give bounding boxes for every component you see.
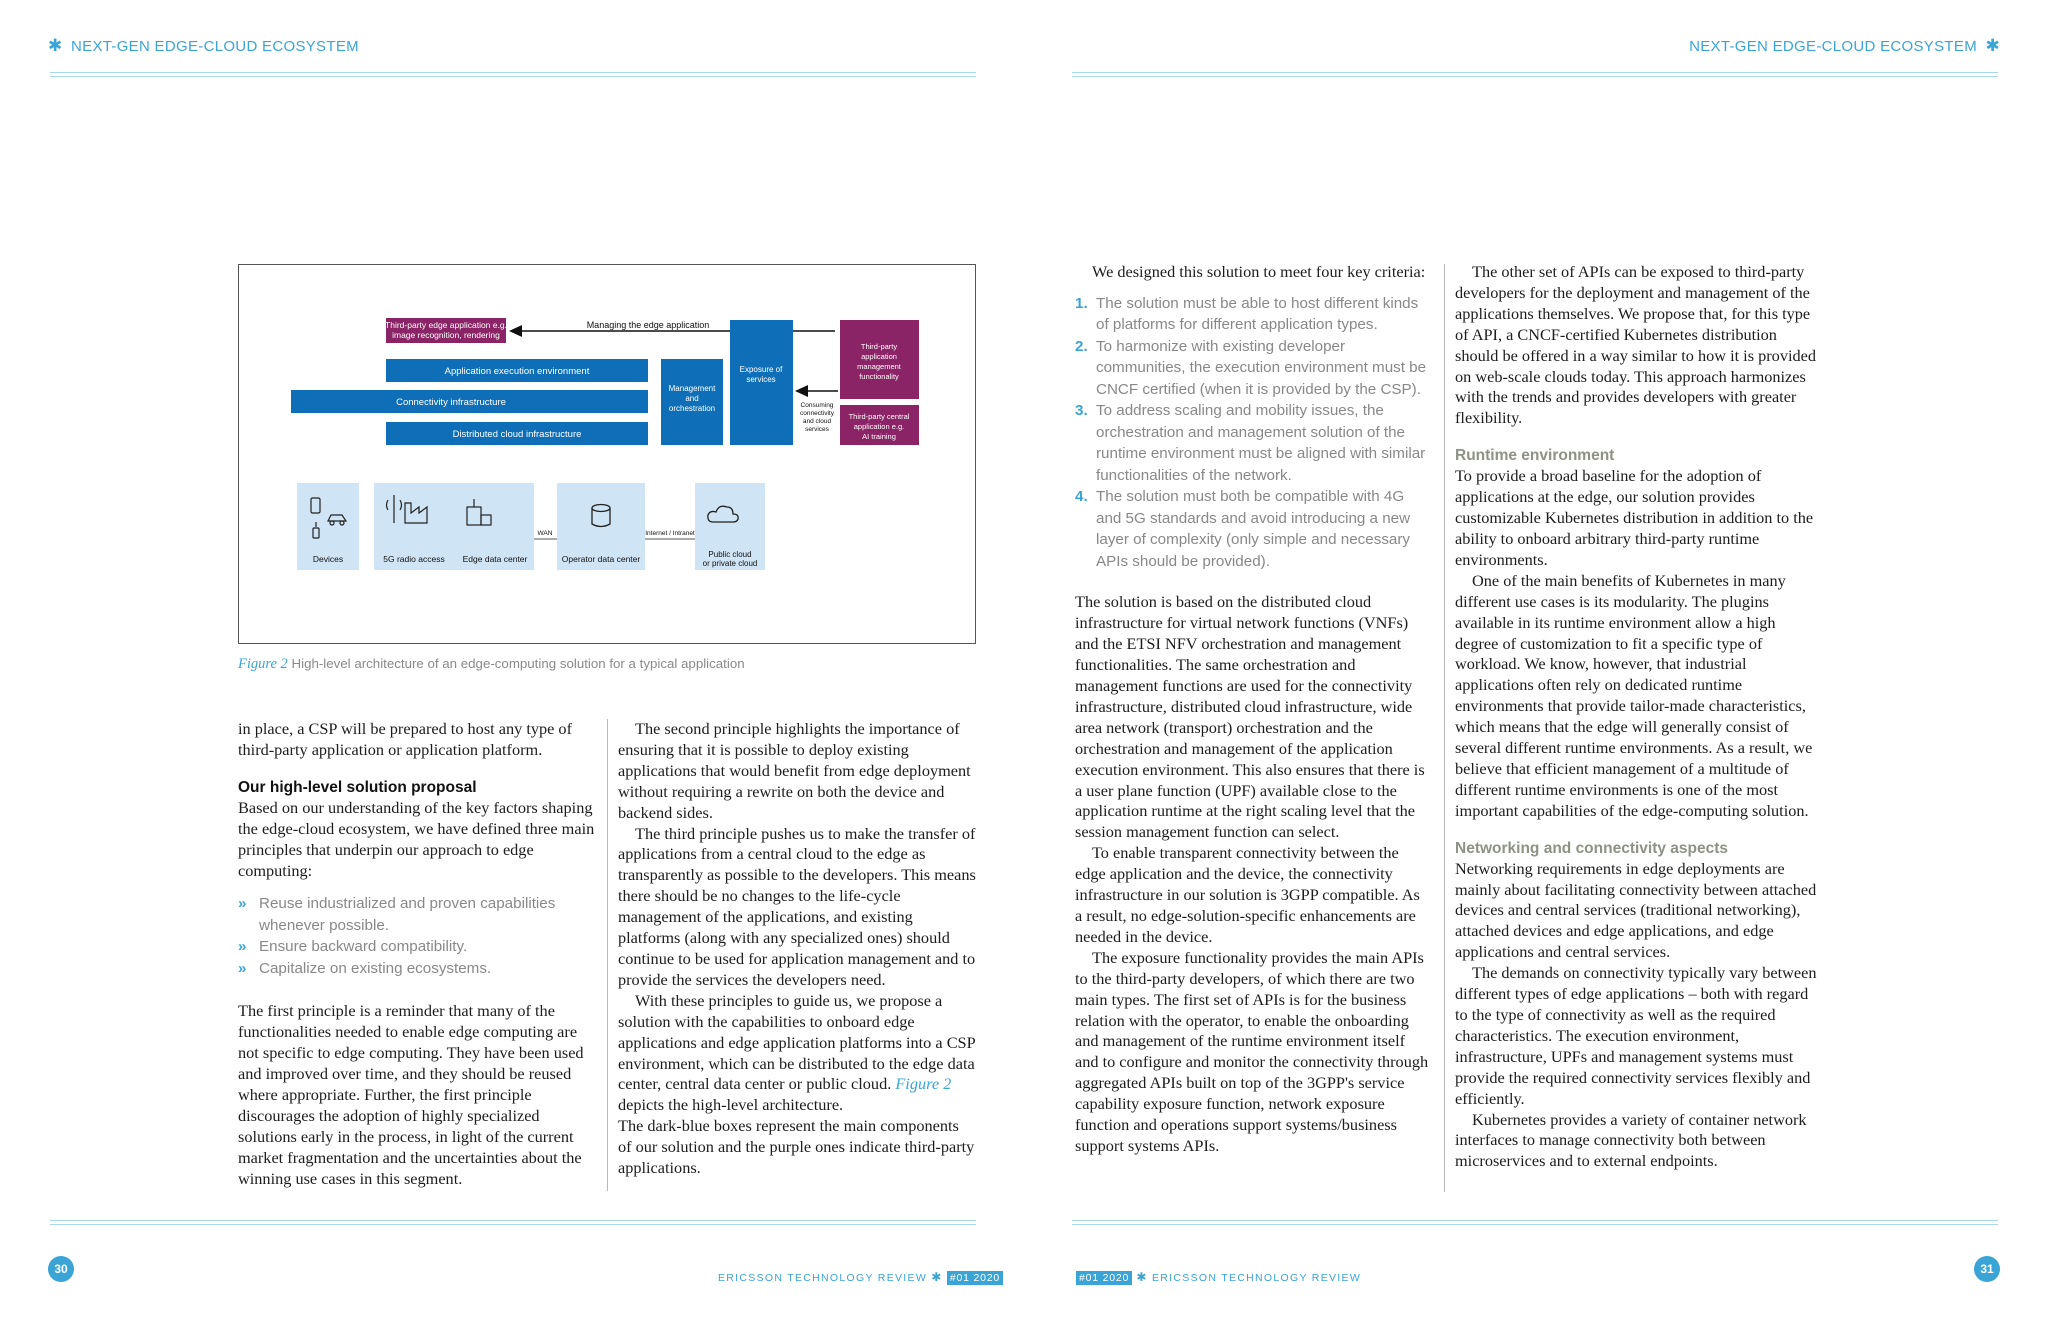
- paragraph: The other set of APIs can be exposed to third-party developers for the deployment and management of the applications themselves. We propose that, for this type of API, a CNCF-certified Kubernetes distribution should be offered in a way similar to how it is provided on web-scale clouds today. This approach harmonizes with the trends and provides developers with greater flexibility.: [1455, 262, 1816, 428]
- svg-text:and: and: [685, 394, 699, 403]
- section-heading: Runtime environment: [1455, 447, 1615, 465]
- list-item: 4. The solution must both be compatible with 4G and 5G standards and avoid introducing a new layer of complexity (only simple and necessary APIs should be provided).: [1075, 488, 1411, 570]
- app-exec-env-label: Application execution environment: [444, 366, 590, 377]
- paragraph: The second principle highlights the importance of ensuring that it is possible to deploy existing applications that would benefit from edge deployment without requiring a rewrite on both the device and backend sides.: [618, 719, 971, 822]
- left-footer: [718, 1270, 1003, 1284]
- page-number-31: 31: [1974, 1256, 2000, 1282]
- right-footer: [1076, 1270, 1361, 1284]
- third-party-edge-app-label: Third-party edge application e.g.: [385, 320, 507, 330]
- svg-text:5G radio access: 5G radio access: [383, 554, 445, 564]
- figure-2-frame: [238, 264, 976, 644]
- svg-text:and cloud: and cloud: [802, 418, 832, 425]
- publication-name: ERICSSON TECHNOLOGY REVIEW: [1152, 1272, 1362, 1284]
- paragraph: We designed this solution to meet four key criteria:: [1092, 262, 1426, 281]
- paragraph: Kubernetes provides a variety of container network interfaces to manage connectivity both between microservices and to external endpoints.: [1455, 1109, 1807, 1171]
- connectivity-infra-label: Connectivity infrastructure: [396, 397, 506, 408]
- svg-text:services: services: [805, 426, 829, 433]
- architecture-diagram: [239, 265, 975, 643]
- svg-text:services: services: [746, 375, 776, 384]
- left-header-title: NEXT-GEN EDGE-CLOUD ECOSYSTEM: [71, 38, 359, 55]
- left-footer-rule-top: [50, 1220, 976, 1221]
- right-header-title: NEXT-GEN EDGE-CLOUD ECOSYSTEM: [1689, 38, 1977, 55]
- left-footer-rule-bottom: [50, 1224, 976, 1225]
- list-item: 1. The solution must be able to host different kinds of platforms for different application types.: [1075, 294, 1419, 334]
- chevron-bullet-icon: »: [238, 959, 247, 977]
- issue-badge: #01 2020: [1076, 1271, 1132, 1285]
- svg-text:Public cloud: Public cloud: [708, 550, 752, 559]
- svg-text:Consuming: Consuming: [800, 402, 834, 409]
- left-running-header: [48, 36, 359, 56]
- paragraph: The exposure functionality provides the main APIs to the third-party developers, of which there are two main types. The first set of APIs is for the business relation with the operator, to enable the onboarding and management of the runtime environment itself and to configure and monitor the connectivity through aggregated APIs built on top of the 3GPP's service capability exposure function, network exposure function and operations support systems/business support systems APIs.: [1075, 947, 1429, 1155]
- paragraph: The solution is based on the distributed cloud infrastructure for virtual network functions (VNFs) and the ETSI NFV orchestration and management functionalities. The same orchestration and management functions are used for the connectivity infrastructure, distributed cloud infrastructure, wide area network (transport) orchestration and the orchestration and management of the application execution environment. This also ensures that there is a user plane function (UPF) available close to the application runtime at the right scaling level that the session management function can select.: [1075, 592, 1425, 842]
- paragraph: With these principles to guide us, we propose a solution with the capabilities to onboard edge applications and edge application platforms into a CSP environment, which can be distributed to the edge data center, central data center or public cloud. Figure 2 depicts the high-level architecture.: [618, 990, 976, 1115]
- list-item: » Reuse industrialized and proven capabilities whenever possible.: [238, 893, 595, 936]
- list-item: » Ensure backward compatibility.: [238, 936, 595, 958]
- chevron-bullet-icon: »: [238, 938, 247, 956]
- right-header-rule-top: [1072, 72, 1998, 73]
- chevron-bullet-icon: »: [238, 895, 247, 913]
- svg-text:Internet / Intranet: Internet / Intranet: [645, 530, 695, 537]
- right-header-rule-bottom: [1072, 76, 1998, 77]
- list-item: 2. To harmonize with existing developer communities, the execution environment must be CNCF certified (when it is provided by the CSP).: [1075, 337, 1427, 398]
- right-page-column-1: [1075, 262, 1431, 1157]
- svg-text:functionality: functionality: [859, 372, 899, 381]
- asterisk-icon: ✱: [48, 36, 63, 55]
- asterisk-icon: ✱: [931, 1270, 943, 1284]
- paragraph: Networking requirements in edge deployments are mainly about facilitating connectivity between attached devices and central services (traditional networking), attached devices and edge applications, and edge applications and central services.: [1455, 858, 1817, 962]
- paragraph: The third principle pushes us to make the transfer of applications from a central cloud to the edge as transparently as possible to the developers. This means there should be no changes to the life-cycle management of the applications, and existing platforms (along with any specialized ones) should continue to be used for application management and to provide the services the developers need.: [618, 823, 976, 989]
- svg-text:orchestration: orchestration: [668, 404, 716, 413]
- paragraph: The dark-blue boxes represent the main components of our solution and the purple ones indicate third-party applications.: [618, 1116, 975, 1178]
- paragraph: The first principle is a reminder that many of the functionalities needed to enable edge computing are not specific to edge computing. They have been used and improved over time, and they should be reused where appropriate. Further, the first principle discourages the adoption of highly specialized solutions early in the process, in light of the current market fragmentation and the uncertainties about the winning use cases in this segment.: [238, 1001, 584, 1188]
- svg-text:management: management: [857, 362, 901, 371]
- svg-text:connectivity: connectivity: [800, 410, 834, 417]
- third-party-edge-app-label-2: image recognition, rendering: [392, 330, 500, 340]
- right-footer-rule-top: [1072, 1220, 1998, 1221]
- distributed-cloud-label: Distributed cloud infrastructure: [452, 429, 582, 440]
- list-item: 3. To address scaling and mobility issues, the orchestration and management solution of the runtime environment must be aligned with similar functionalities of the network.: [1075, 402, 1426, 484]
- svg-text:Operator data center: Operator data center: [561, 554, 641, 564]
- list-item: » Capitalize on existing ecosystems.: [238, 958, 595, 980]
- managing-edge-app-label: Managing the edge application: [586, 320, 710, 330]
- svg-text:or private cloud: or private cloud: [702, 559, 758, 568]
- svg-text:Third-party central: Third-party central: [848, 412, 910, 421]
- paragraph: The demands on connectivity typically vary between different types of edge applications – both with regard to the type of connectivity as well as the required characteristics. The execution environment, infrastructure, UPFs and management systems must provide the required connectivity services flexibly and efficiently.: [1455, 963, 1817, 1108]
- paragraph: Based on our understanding of the key factors shaping the edge-cloud ecosystem, we have defined three main principles that underpin our approach to edge computing:: [238, 797, 595, 880]
- paragraph: To enable transparent connectivity between the edge application and the device, the connectivity infrastructure in our solution is 3GPP compatible. As a result, no edge-solution-specific enhancements are needed in the device.: [1075, 843, 1420, 946]
- issue-badge: #01 2020: [947, 1271, 1003, 1285]
- page-number-30: 30: [48, 1256, 74, 1282]
- left-page-column-2: [618, 719, 976, 1179]
- right-running-header: [1689, 36, 2000, 56]
- svg-text:application: application: [861, 352, 897, 361]
- asterisk-icon: ✱: [1136, 1270, 1148, 1284]
- svg-text:Management: Management: [668, 384, 716, 393]
- criteria-list: [1075, 293, 1431, 573]
- svg-text:Edge data center: Edge data center: [462, 554, 528, 564]
- asterisk-icon: ✱: [1985, 36, 2000, 55]
- right-page-column-2: [1455, 262, 1817, 1172]
- paragraph: To provide a broad baseline for the adoption of applications at the edge, our solution provides customizable Kubernetes distribution in addition to the ability to onboard arbitrary third-party runtime environments.: [1455, 466, 1814, 569]
- svg-text:Third-party: Third-party: [860, 342, 898, 351]
- figure-caption: [238, 656, 745, 673]
- paragraph: One of the main benefits of Kubernetes in many different use cases is its modularity. The plugins available in its runtime environment allow a high degree of customization to fit a specific type of workload. We know, however, that industrial applications often rely on dedicated runtime environments that provide tailor-made characteristics, which means that the edge will generally consist of several different runtime environments. As a result, we believe that efficient management of a multitude of different runtime environments is one of the most important capabilities of the edge-computing solution.: [1455, 570, 1813, 820]
- paragraph: in place, a CSP will be prepared to host any type of third-party application or application platform.: [238, 719, 572, 759]
- figure-caption-text: High-level architecture of an edge-computing solution for a typical application: [291, 656, 745, 671]
- column-divider: [1444, 264, 1445, 1192]
- publication-name: ERICSSON TECHNOLOGY REVIEW: [718, 1272, 928, 1284]
- svg-text:Devices: Devices: [312, 554, 344, 564]
- svg-text:AI training: AI training: [862, 432, 896, 441]
- column-divider: [607, 719, 608, 1191]
- svg-text:Exposure of: Exposure of: [739, 365, 783, 374]
- section-heading: Our high-level solution proposal: [238, 778, 477, 796]
- svg-text:application e.g.: application e.g.: [853, 422, 905, 431]
- left-header-rule-top: [50, 72, 976, 73]
- principles-list: [238, 893, 595, 979]
- figure-2-link[interactable]: Figure 2: [895, 1074, 952, 1094]
- section-heading: Networking and connectivity aspects: [1455, 839, 1729, 857]
- left-page-column-1: [238, 719, 595, 1190]
- left-header-rule-bottom: [50, 76, 976, 77]
- figure-label: Figure 2: [238, 656, 288, 672]
- svg-text:WAN: WAN: [537, 530, 553, 537]
- right-footer-rule-bottom: [1072, 1224, 1998, 1225]
